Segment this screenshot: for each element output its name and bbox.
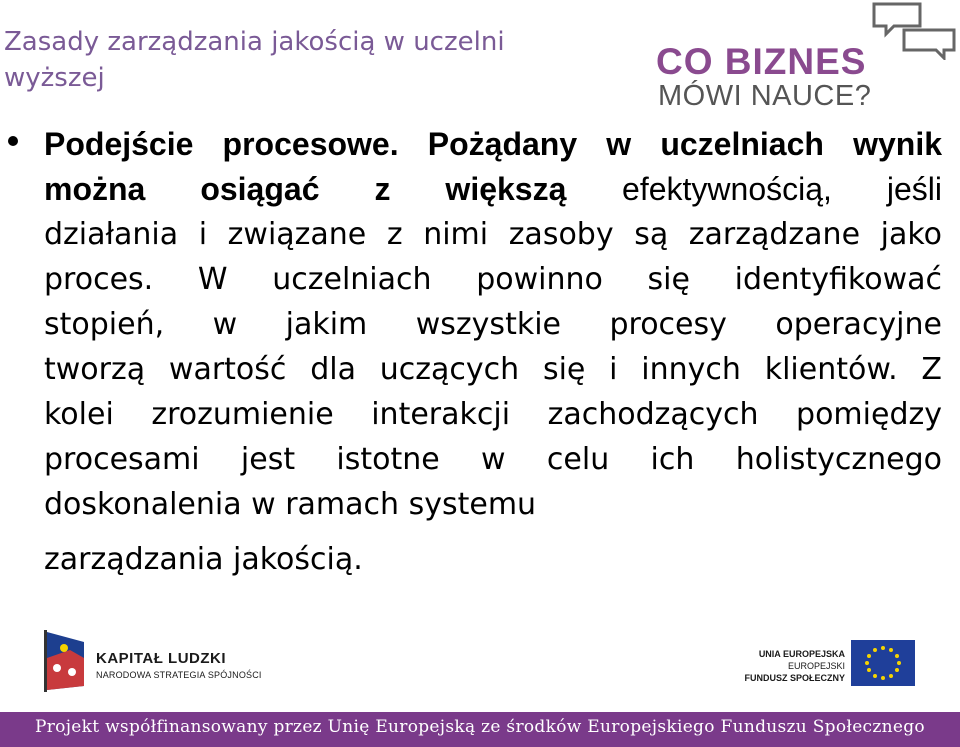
para-line-7: kolei zrozumienie interakcji zachodzących pomiędzy bbox=[44, 397, 942, 432]
eu-text bbox=[744, 648, 845, 684]
slide-title: Zasady zarządzania jakością w uczelni wyższej bbox=[4, 27, 505, 93]
bullet-paragraph bbox=[44, 122, 942, 582]
speech-bubbles-icon bbox=[870, 0, 960, 60]
kapital-ludzki-logo bbox=[40, 628, 280, 696]
para-line-4: proces. W uczelniach powinno się identyfikować bbox=[44, 262, 942, 297]
para-line-2 bbox=[44, 167, 942, 212]
logo-line1: CO BIZNES bbox=[656, 41, 867, 82]
para-line-9: doskonalenia w ramach systemu bbox=[44, 487, 537, 522]
bullet-icon bbox=[8, 136, 18, 146]
para-line-6: tworzą wartość dla uczących się i innych klientów. Z bbox=[44, 352, 942, 387]
eu-line2: EUROPEJSKI bbox=[787, 661, 845, 671]
para-line-2-rest: efektywnością, jeśli bbox=[622, 171, 943, 207]
eu-line1: UNIA EUROPEJSKA bbox=[758, 649, 845, 659]
eu-logo bbox=[740, 640, 915, 696]
logo-line2: MÓWI NAUCE? bbox=[658, 80, 872, 112]
para-line-10: zarządzania jakością. bbox=[44, 542, 363, 577]
footer-text: Projekt współfinansowany przez Unię Europejską ze środków Europejskiego Funduszu Społecznego bbox=[35, 717, 925, 737]
kapital-ludzki-name: KAPITAŁ LUDZKI bbox=[96, 650, 227, 667]
kapital-ludzki-sub: NARODOWA STRATEGIA SPÓJNOŚCI bbox=[96, 670, 262, 680]
eu-line3: FUNDUSZ SPOŁECZNY bbox=[744, 673, 845, 683]
co-biznes-logo bbox=[650, 0, 960, 112]
para-line-8: procesami jest istotne w celu ich holistycznego bbox=[44, 442, 942, 477]
para-line-5: stopień, w jakim wszystkie procesy operacyjne bbox=[44, 307, 942, 342]
para-line-3: działania i związane z nimi zasoby są zarządzane jako bbox=[44, 217, 942, 252]
eu-flag-icon bbox=[851, 640, 915, 686]
para-line-2-bold: można osiągać z większą bbox=[44, 171, 567, 207]
kapital-ludzki-flag-icon bbox=[40, 628, 88, 694]
para-line-1: Podejście procesowe. Pożądany w uczelniach wynik bbox=[44, 126, 942, 162]
